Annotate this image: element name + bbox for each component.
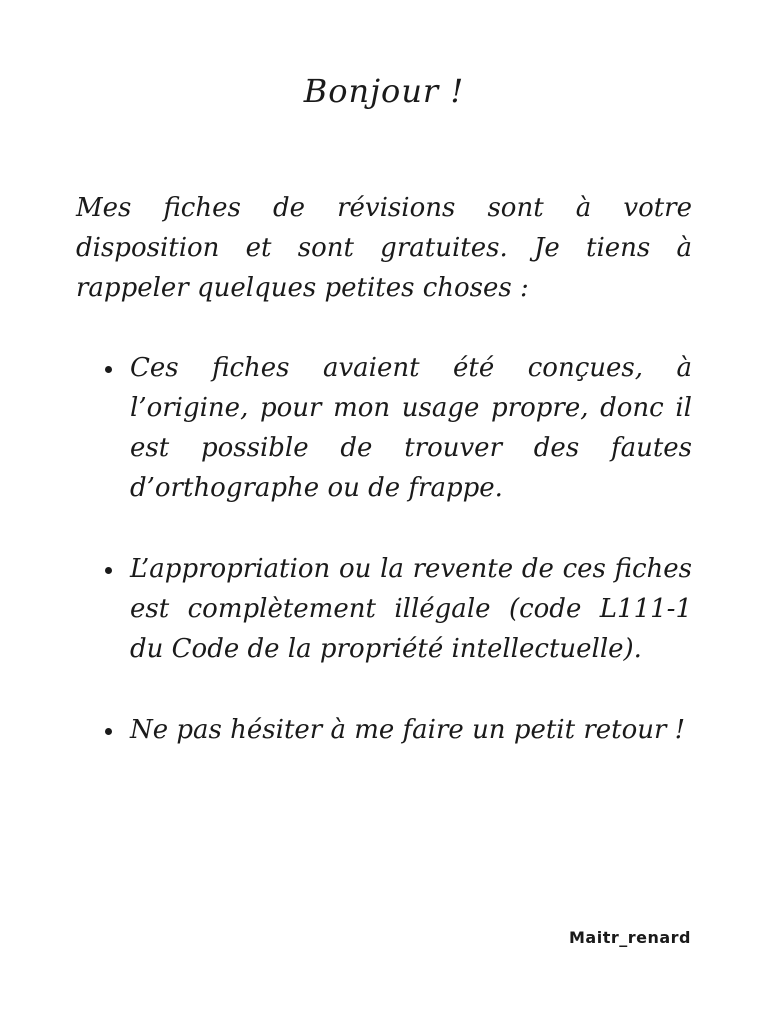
list-item: [100, 710, 692, 750]
author-signature: Maitr_renard: [568, 928, 691, 947]
bullet-icon: [105, 728, 112, 735]
bullet-icon: [105, 567, 112, 574]
intro-paragraph: Mes fiches de révisions sont à votre disposition et sont gratuites. Je tiens à rappeler quelques petites choses :: [76, 193, 692, 303]
bullet-list: [100, 348, 692, 791]
page-title: Bonjour !: [303, 72, 465, 110]
bullet-icon: [105, 366, 112, 373]
list-item: [100, 348, 692, 508]
list-item: [100, 549, 692, 669]
list-item-text: L’appropriation ou la revente de ces fiches est complètement illégale (code L111-1 du Code de la propriété intellectuelle).: [130, 554, 692, 664]
list-item-text: Ne pas hésiter à me faire un petit retour !: [130, 715, 686, 745]
list-item-text: Ces fiches avaient été conçues, à l’origine, pour mon usage propre, donc il est possible de trouver des fautes d’orthographe ou de frappe.: [130, 353, 692, 503]
